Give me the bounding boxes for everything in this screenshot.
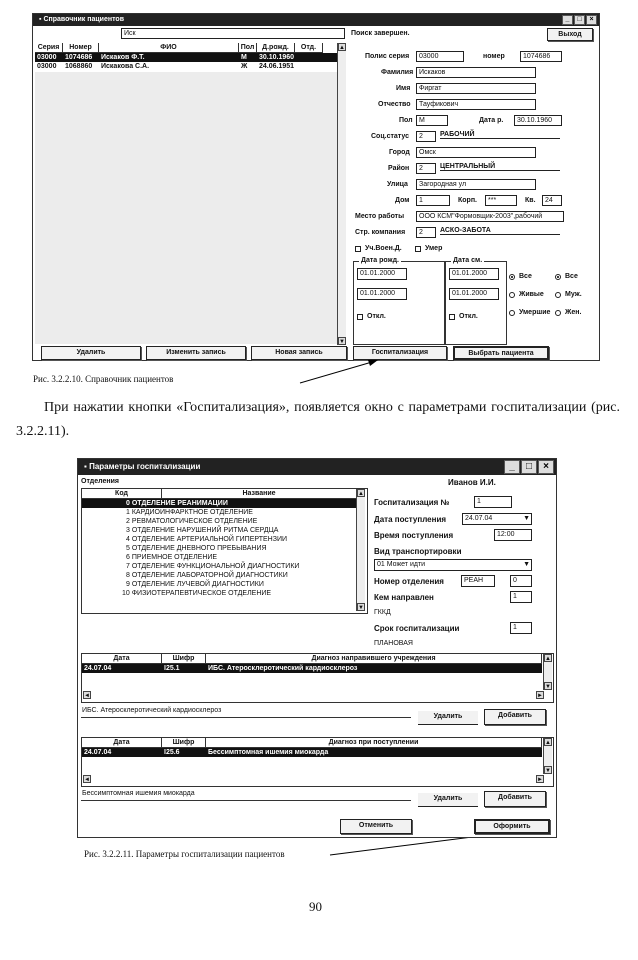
- table-row[interactable]: 24.07.04 I25.6 Бессимптомная ишемия миокарда: [82, 748, 542, 757]
- number-label: номер: [483, 53, 505, 60]
- dept-code-field[interactable]: РЕАН: [461, 575, 495, 587]
- sex-field[interactable]: М: [416, 115, 448, 126]
- arrival-date-field[interactable]: 24.07.04 ▼: [462, 513, 532, 525]
- name-label: Имя: [396, 85, 411, 92]
- close-icon[interactable]: ×: [586, 15, 597, 25]
- maximize-icon[interactable]: □: [521, 460, 537, 474]
- select-patient-button[interactable]: Выбрать пациента: [453, 346, 549, 360]
- transport-label: Вид транспортировки: [374, 547, 462, 556]
- house-field[interactable]: 1: [416, 195, 450, 206]
- admission-diagnosis-line: [81, 800, 411, 801]
- body-paragraph: При нажатии кнопки «Госпитализация», появляется окно с параметрами госпитализации (рис. 3.2.2.11).: [16, 400, 620, 439]
- arrival-time-field[interactable]: 12:00: [494, 529, 532, 541]
- scroll-right-icon[interactable]: ►: [537, 693, 543, 699]
- radio-all-sex-label: Все: [565, 273, 578, 280]
- col-code[interactable]: Код: [82, 489, 162, 499]
- hospitalization-button[interactable]: Госпитализация: [353, 346, 447, 360]
- dob-from-field[interactable]: 01.01.2000: [357, 268, 407, 280]
- table-row[interactable]: 03000 1074686 Искаков Ф.Т. М 30.10.1960: [35, 53, 337, 62]
- search-status: Поиск завершен.: [351, 30, 410, 37]
- diagnosis-scrollbar[interactable]: [543, 654, 552, 690]
- delete-diagnosis-button[interactable]: Удалить: [418, 793, 478, 807]
- col-code[interactable]: Шифр: [162, 738, 206, 748]
- sex-label: Пол: [399, 117, 413, 124]
- house-label: Дом: [395, 197, 410, 204]
- col-diagnosis[interactable]: Диагноз при поступлении: [206, 738, 542, 748]
- term-label: Срок госпитализации: [374, 624, 460, 633]
- patronymic-label: Отчество: [378, 101, 411, 108]
- patronymic-field[interactable]: Тауфикович: [416, 99, 536, 110]
- minimize-icon[interactable]: _: [562, 15, 573, 25]
- hosp-no-label: Госпитализация №: [374, 498, 450, 507]
- table-row[interactable]: 03000 1068860 Искакова С.А. Ж 24.06.1951: [37, 63, 295, 70]
- dob-field[interactable]: 30.10.1960: [514, 115, 562, 126]
- cancel-button[interactable]: Отменить: [340, 819, 412, 834]
- department-item[interactable]: 5 ОТДЕЛЕНИЕ ДНЕВНОГО ПРЕБЫВАНИЯ: [126, 545, 267, 552]
- close-icon[interactable]: ×: [538, 460, 554, 474]
- chevron-down-icon[interactable]: ▼: [523, 561, 530, 568]
- minimize-icon[interactable]: _: [504, 460, 520, 474]
- department-item[interactable]: 8 ОТДЕЛЕНИЕ ЛАБОРАТОРНОЙ ДИАГНОСТИКИ: [126, 572, 288, 579]
- military-label: Уч.Воен.Д.: [365, 245, 402, 252]
- corp-field[interactable]: ***: [485, 195, 517, 206]
- department-item[interactable]: 4 ОТДЕЛЕНИЕ АРТЕРИАЛЬНОЙ ГИПЕРТЕНЗИИ: [126, 536, 288, 543]
- scroll-up-icon[interactable]: ▲: [339, 45, 345, 51]
- work-field[interactable]: ООО КСМ"Формовщик-2003",рабочий: [416, 211, 564, 222]
- apt-label: Кв.: [525, 197, 536, 204]
- city-label: Город: [389, 149, 410, 156]
- window-icon: ▪: [39, 16, 44, 23]
- apt-field[interactable]: 24: [542, 195, 562, 206]
- work-label: Место работы: [355, 213, 405, 220]
- scroll-left-icon[interactable]: ◄: [84, 777, 90, 783]
- scroll-up-icon[interactable]: ▲: [545, 656, 551, 662]
- col-title[interactable]: Название: [162, 489, 357, 499]
- scroll-left-icon[interactable]: ◄: [84, 693, 90, 699]
- radio-dead-label: Умершие: [519, 309, 551, 316]
- add-diagnosis-button[interactable]: Добавить: [484, 791, 546, 807]
- delete-diagnosis-button[interactable]: Удалить: [418, 711, 478, 725]
- death-to-field[interactable]: 01.01.2000: [449, 288, 499, 300]
- col-date[interactable]: Дата: [82, 738, 162, 748]
- surname-label: Фамилия: [381, 69, 414, 76]
- departments-header: [82, 489, 357, 499]
- department-item[interactable]: 9 ОТДЕЛЕНИЕ ЛУЧЕВОЙ ДИАГНОСТИКИ: [126, 581, 264, 588]
- col-code[interactable]: Шифр: [162, 654, 206, 664]
- submit-button[interactable]: Оформить: [474, 819, 550, 834]
- radio-male-label: Муж.: [565, 291, 582, 298]
- edit-record-button[interactable]: Изменить запись: [146, 346, 246, 360]
- col-date[interactable]: Дата: [82, 654, 162, 664]
- col-series[interactable]: Серия: [35, 43, 63, 53]
- search-input[interactable]: Иск: [121, 28, 345, 39]
- death-off-label: Откл.: [459, 313, 478, 320]
- admission-diagnosis-text: Бессимптомная ишемия миокарда: [82, 790, 195, 797]
- transport-select[interactable]: 01 Может идти ▼: [374, 559, 532, 571]
- social-label: Соц.статус: [371, 133, 410, 140]
- dob-off-label: Откл.: [367, 313, 386, 320]
- departments-label: Отделения: [81, 478, 119, 485]
- department-item[interactable]: 6 ПРИЕМНОЕ ОТДЕЛЕНИЕ: [126, 554, 218, 561]
- maximize-icon[interactable]: □: [574, 15, 585, 25]
- diagnosis-header: [82, 738, 542, 748]
- scroll-down-icon[interactable]: ▼: [545, 768, 551, 774]
- hospitalization-titlebar: [78, 459, 556, 475]
- death-from-field[interactable]: 01.01.2000: [449, 268, 499, 280]
- plan-type: ПЛАНОВАЯ: [374, 640, 413, 647]
- city-field[interactable]: Омск: [416, 147, 536, 158]
- dead-label: Умер: [425, 245, 443, 252]
- dob-group-label: Дата рожд.: [361, 257, 399, 264]
- patient-name: Иванов И.И.: [448, 478, 496, 487]
- dept-no-label: Номер отделения: [374, 577, 444, 586]
- term-field[interactable]: 1: [510, 622, 532, 634]
- district-value: ЦЕНТРАЛЬНЫЙ: [440, 163, 560, 171]
- dob-label: Дата р.: [479, 117, 504, 124]
- figure-caption: Рис. 3.2.2.11. Параметры госпитализации пациентов: [84, 849, 285, 859]
- diagnosis-header: [82, 654, 542, 664]
- referral-diagnosis-line: [81, 717, 411, 718]
- policy-series-field[interactable]: 03000: [416, 51, 464, 62]
- street-label: Улица: [387, 181, 408, 188]
- radio-alive-label: Живые: [519, 291, 544, 298]
- arrival-date-label: Дата поступления: [374, 515, 447, 524]
- new-record-button[interactable]: Новая запись: [251, 346, 347, 360]
- department-item[interactable]: 0 ОТДЕЛЕНИЕ РЕАНИМАЦИИ: [82, 499, 356, 508]
- surname-field[interactable]: Искаков: [416, 67, 536, 78]
- col-dept[interactable]: Отд.: [295, 43, 323, 53]
- social-code-field[interactable]: 2: [416, 131, 436, 142]
- col-diagnosis[interactable]: Диагноз направившего учреждения: [206, 654, 542, 664]
- insurer-code-field[interactable]: 2: [416, 227, 436, 238]
- policy-number-field[interactable]: 1074686: [520, 51, 562, 62]
- scroll-right-icon[interactable]: ►: [537, 777, 543, 783]
- departments-scrollbar[interactable]: [356, 489, 365, 611]
- hosp-no-field[interactable]: 1: [474, 496, 512, 508]
- death-group-label: Дата см.: [453, 257, 483, 264]
- referral-diagnosis-text: ИБС. Атеросклеротический кардиосклероз: [82, 707, 222, 714]
- window-icon: ▪: [84, 462, 90, 471]
- figure-caption: Рис. 3.2.2.10. Справочник пациентов: [33, 374, 174, 384]
- col-birth[interactable]: Д.рожд.: [257, 43, 295, 53]
- corp-label: Корп.: [458, 197, 477, 204]
- exit-button[interactable]: Выход: [547, 28, 593, 41]
- scroll-down-icon[interactable]: ▼: [545, 684, 551, 690]
- social-value: РАБОЧИЙ: [440, 131, 560, 139]
- sent-by-field[interactable]: 1: [510, 591, 532, 603]
- scroll-up-icon[interactable]: ▲: [545, 740, 551, 746]
- radio-female-label: Жен.: [565, 309, 582, 316]
- arrival-time-label: Время поступления: [374, 531, 454, 540]
- district-code-field[interactable]: 2: [416, 163, 436, 174]
- scroll-down-icon[interactable]: ▼: [339, 339, 345, 345]
- insurer-label: Стр. компания: [355, 229, 406, 236]
- dob-to-field[interactable]: 01.01.2000: [357, 288, 407, 300]
- page-number: 90: [309, 899, 322, 914]
- street-field[interactable]: Загородная ул: [416, 179, 536, 190]
- department-item[interactable]: 7 ОТДЕЛЕНИЕ ФУНКЦИОНАЛЬНОЙ ДИАГНОСТИКИ: [126, 563, 300, 570]
- diagnosis-scrollbar[interactable]: [543, 738, 552, 774]
- department-item[interactable]: 1 КАРДИОИНФАРКТНОЕ ОТДЕЛЕНИЕ: [126, 509, 253, 516]
- insurer-value: АСКО-ЗАБОТА: [440, 227, 560, 235]
- delete-button[interactable]: Удалить: [41, 346, 141, 360]
- district-label: Район: [388, 165, 410, 172]
- table-row[interactable]: 24.07.04 I25.1 ИБС. Атеросклеротический кардиосклероз: [82, 664, 542, 673]
- department-item[interactable]: 2 РЕВМАТОЛОГИЧЕСКОЕ ОТДЕЛЕНИЕ: [126, 518, 258, 525]
- col-sex[interactable]: Пол: [239, 43, 257, 53]
- add-diagnosis-button[interactable]: Добавить: [484, 709, 546, 725]
- sent-by-label: Кем направлен: [374, 593, 434, 602]
- department-item[interactable]: 10 ФИЗИОТЕРАПЕВТИЧЕСКОЕ ОТДЕЛЕНИЕ: [122, 590, 272, 597]
- col-number[interactable]: Номер: [63, 43, 99, 53]
- hospitalization-window: [77, 458, 557, 838]
- scroll-down-icon[interactable]: ▼: [358, 605, 364, 611]
- dept-no-field[interactable]: 0: [510, 575, 532, 587]
- window-title: Параметры госпитализации: [89, 462, 201, 471]
- name-field[interactable]: Фиргат: [416, 83, 536, 94]
- scroll-up-icon[interactable]: ▲: [358, 491, 364, 497]
- col-name[interactable]: ФИО: [99, 43, 239, 53]
- radio-all-status-label: Все: [519, 273, 532, 280]
- department-item[interactable]: 3 ОТДЕЛЕНИЕ НАРУШЕНИЙ РИТМА СЕРДЦА: [126, 527, 279, 534]
- sent-by-value: ГККД: [374, 609, 391, 616]
- chevron-down-icon[interactable]: ▼: [523, 515, 530, 522]
- policy-series-label: Полис серия: [365, 53, 410, 60]
- window-title: Справочник пациентов: [43, 16, 125, 23]
